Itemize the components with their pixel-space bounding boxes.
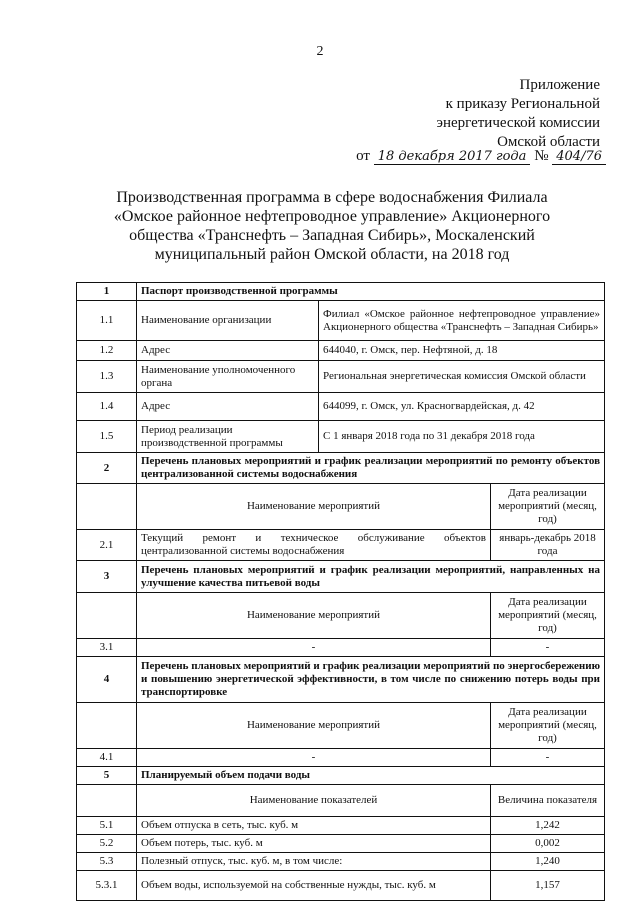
row-number: 1.5	[77, 421, 137, 453]
program-table	[76, 282, 605, 901]
column-header: Наименование показателей	[137, 785, 491, 817]
section-header	[77, 767, 605, 785]
column-header: Наименование мероприятий	[137, 703, 491, 749]
table-row	[77, 639, 605, 657]
section-header	[77, 283, 605, 301]
table-row	[77, 361, 605, 393]
empty-cell	[77, 593, 137, 639]
table-row	[77, 749, 605, 767]
section-number: 3	[77, 561, 137, 593]
column-header-row	[77, 703, 605, 749]
table-row	[77, 341, 605, 361]
column-header: Величина показателя	[491, 785, 605, 817]
order-prefix: от	[356, 148, 370, 164]
order-number-handwritten: 404/76	[552, 149, 606, 165]
row-number: 3.1	[77, 639, 137, 657]
section-title: Планируемый объем подачи воды	[137, 767, 605, 785]
column-header: Дата реализации мероприятий (месяц, год)	[491, 703, 605, 749]
row-name: Полезный отпуск, тыс. куб. м, в том числе:	[137, 853, 491, 871]
table-row	[77, 301, 605, 341]
section-number: 2	[77, 453, 137, 484]
section-number: 5	[77, 767, 137, 785]
row-date: -	[491, 639, 605, 657]
section-header	[77, 561, 605, 593]
row-label: Адрес	[137, 393, 319, 421]
row-label: Наименование уполномоченного органа	[137, 361, 319, 393]
order-date-handwritten: 18 декабря 2017 года	[374, 149, 531, 165]
table-row	[77, 835, 605, 853]
row-value: 644040, г. Омск, пер. Нефтяной, д. 18	[319, 341, 605, 361]
row-label: Адрес	[137, 341, 319, 361]
row-name: Объем воды, используемой на собственные нужды, тыс. куб. м	[137, 871, 491, 901]
row-number: 1.3	[77, 361, 137, 393]
column-header: Дата реализации мероприятий (месяц, год)	[491, 484, 605, 530]
empty-cell	[77, 484, 137, 530]
row-number: 4.1	[77, 749, 137, 767]
section-header	[77, 453, 605, 484]
row-number: 5.2	[77, 835, 137, 853]
row-label: Наименование организации	[137, 301, 319, 341]
row-number: 5.3	[77, 853, 137, 871]
appendix-block	[437, 76, 600, 152]
order-number-sign: №	[534, 148, 549, 164]
row-value: 1,240	[491, 853, 605, 871]
empty-cell	[77, 785, 137, 817]
column-header: Наименование мероприятий	[137, 593, 491, 639]
column-header-row	[77, 785, 605, 817]
section-number: 1	[77, 283, 137, 301]
row-value: С 1 января 2018 года по 31 декабря 2018 года	[319, 421, 605, 453]
row-number: 1.1	[77, 301, 137, 341]
row-label: Период реализации производственной программы	[137, 421, 319, 453]
appendix-line: Приложение	[519, 77, 600, 93]
row-date: -	[491, 749, 605, 767]
section-title: Перечень плановых мероприятий и график реализации мероприятий, направленных на улучшение качества питьевой воды	[137, 561, 605, 593]
table-row	[77, 871, 605, 901]
table-row	[77, 817, 605, 835]
row-value: 1,242	[491, 817, 605, 835]
row-value: Филиал «Омское районное нефтепроводное управление» Акционерного общества «Транснефть – Западная Сибирь»	[319, 301, 605, 341]
row-value: 1,157	[491, 871, 605, 901]
section-number: 4	[77, 657, 137, 703]
row-name: -	[137, 639, 491, 657]
table-row	[77, 530, 605, 561]
row-value: Региональная энергетическая комиссия Омской области	[319, 361, 605, 393]
document-title: Производственная программа в сфере водоснабжения Филиала «Омское районное нефтепроводное управление» Акционерного общества «Транснефть – Западная Сибирь», Москаленский муниципальный район Омской области, на 2018 год	[113, 189, 551, 263]
row-name: Текущий ремонт и техническое обслуживание объектов централизованной системы водоснабжения	[137, 530, 491, 561]
appendix-line: Омской области	[497, 134, 600, 150]
column-header-row	[77, 593, 605, 639]
row-value: 0,002	[491, 835, 605, 853]
section-title: Паспорт производственной программы	[137, 283, 605, 301]
table-row	[77, 421, 605, 453]
column-header: Наименование мероприятий	[137, 484, 491, 530]
row-name: Объем потерь, тыс. куб. м	[137, 835, 491, 853]
column-header: Дата реализации мероприятий (месяц, год)	[491, 593, 605, 639]
appendix-line: к приказу Региональной	[445, 96, 600, 112]
section-header	[77, 657, 605, 703]
row-number: 1.2	[77, 341, 137, 361]
row-date: январь-декабрь 2018 года	[491, 530, 605, 561]
row-name: Объем отпуска в сеть, тыс. куб. м	[137, 817, 491, 835]
table-row	[77, 853, 605, 871]
empty-cell	[77, 703, 137, 749]
page-number: 2	[316, 44, 324, 59]
row-number: 5.1	[77, 817, 137, 835]
column-header-row	[77, 484, 605, 530]
row-number: 1.4	[77, 393, 137, 421]
row-number: 5.3.1	[77, 871, 137, 901]
table-row	[77, 393, 605, 421]
order-reference	[356, 148, 606, 165]
appendix-line: энергетической комиссии	[436, 115, 600, 131]
row-number: 2.1	[77, 530, 137, 561]
row-name: -	[137, 749, 491, 767]
row-value: 644099, г. Омск, ул. Красногвардейская, д. 42	[319, 393, 605, 421]
section-title: Перечень плановых мероприятий и график реализации мероприятий по ремонту объектов централизованной системы водоснабжения	[137, 453, 605, 484]
section-title: Перечень плановых мероприятий и график реализации мероприятий по энергосбережению и повышению энергетической эффективности, в том числе по снижению потерь воды при транспортировке	[137, 657, 605, 703]
